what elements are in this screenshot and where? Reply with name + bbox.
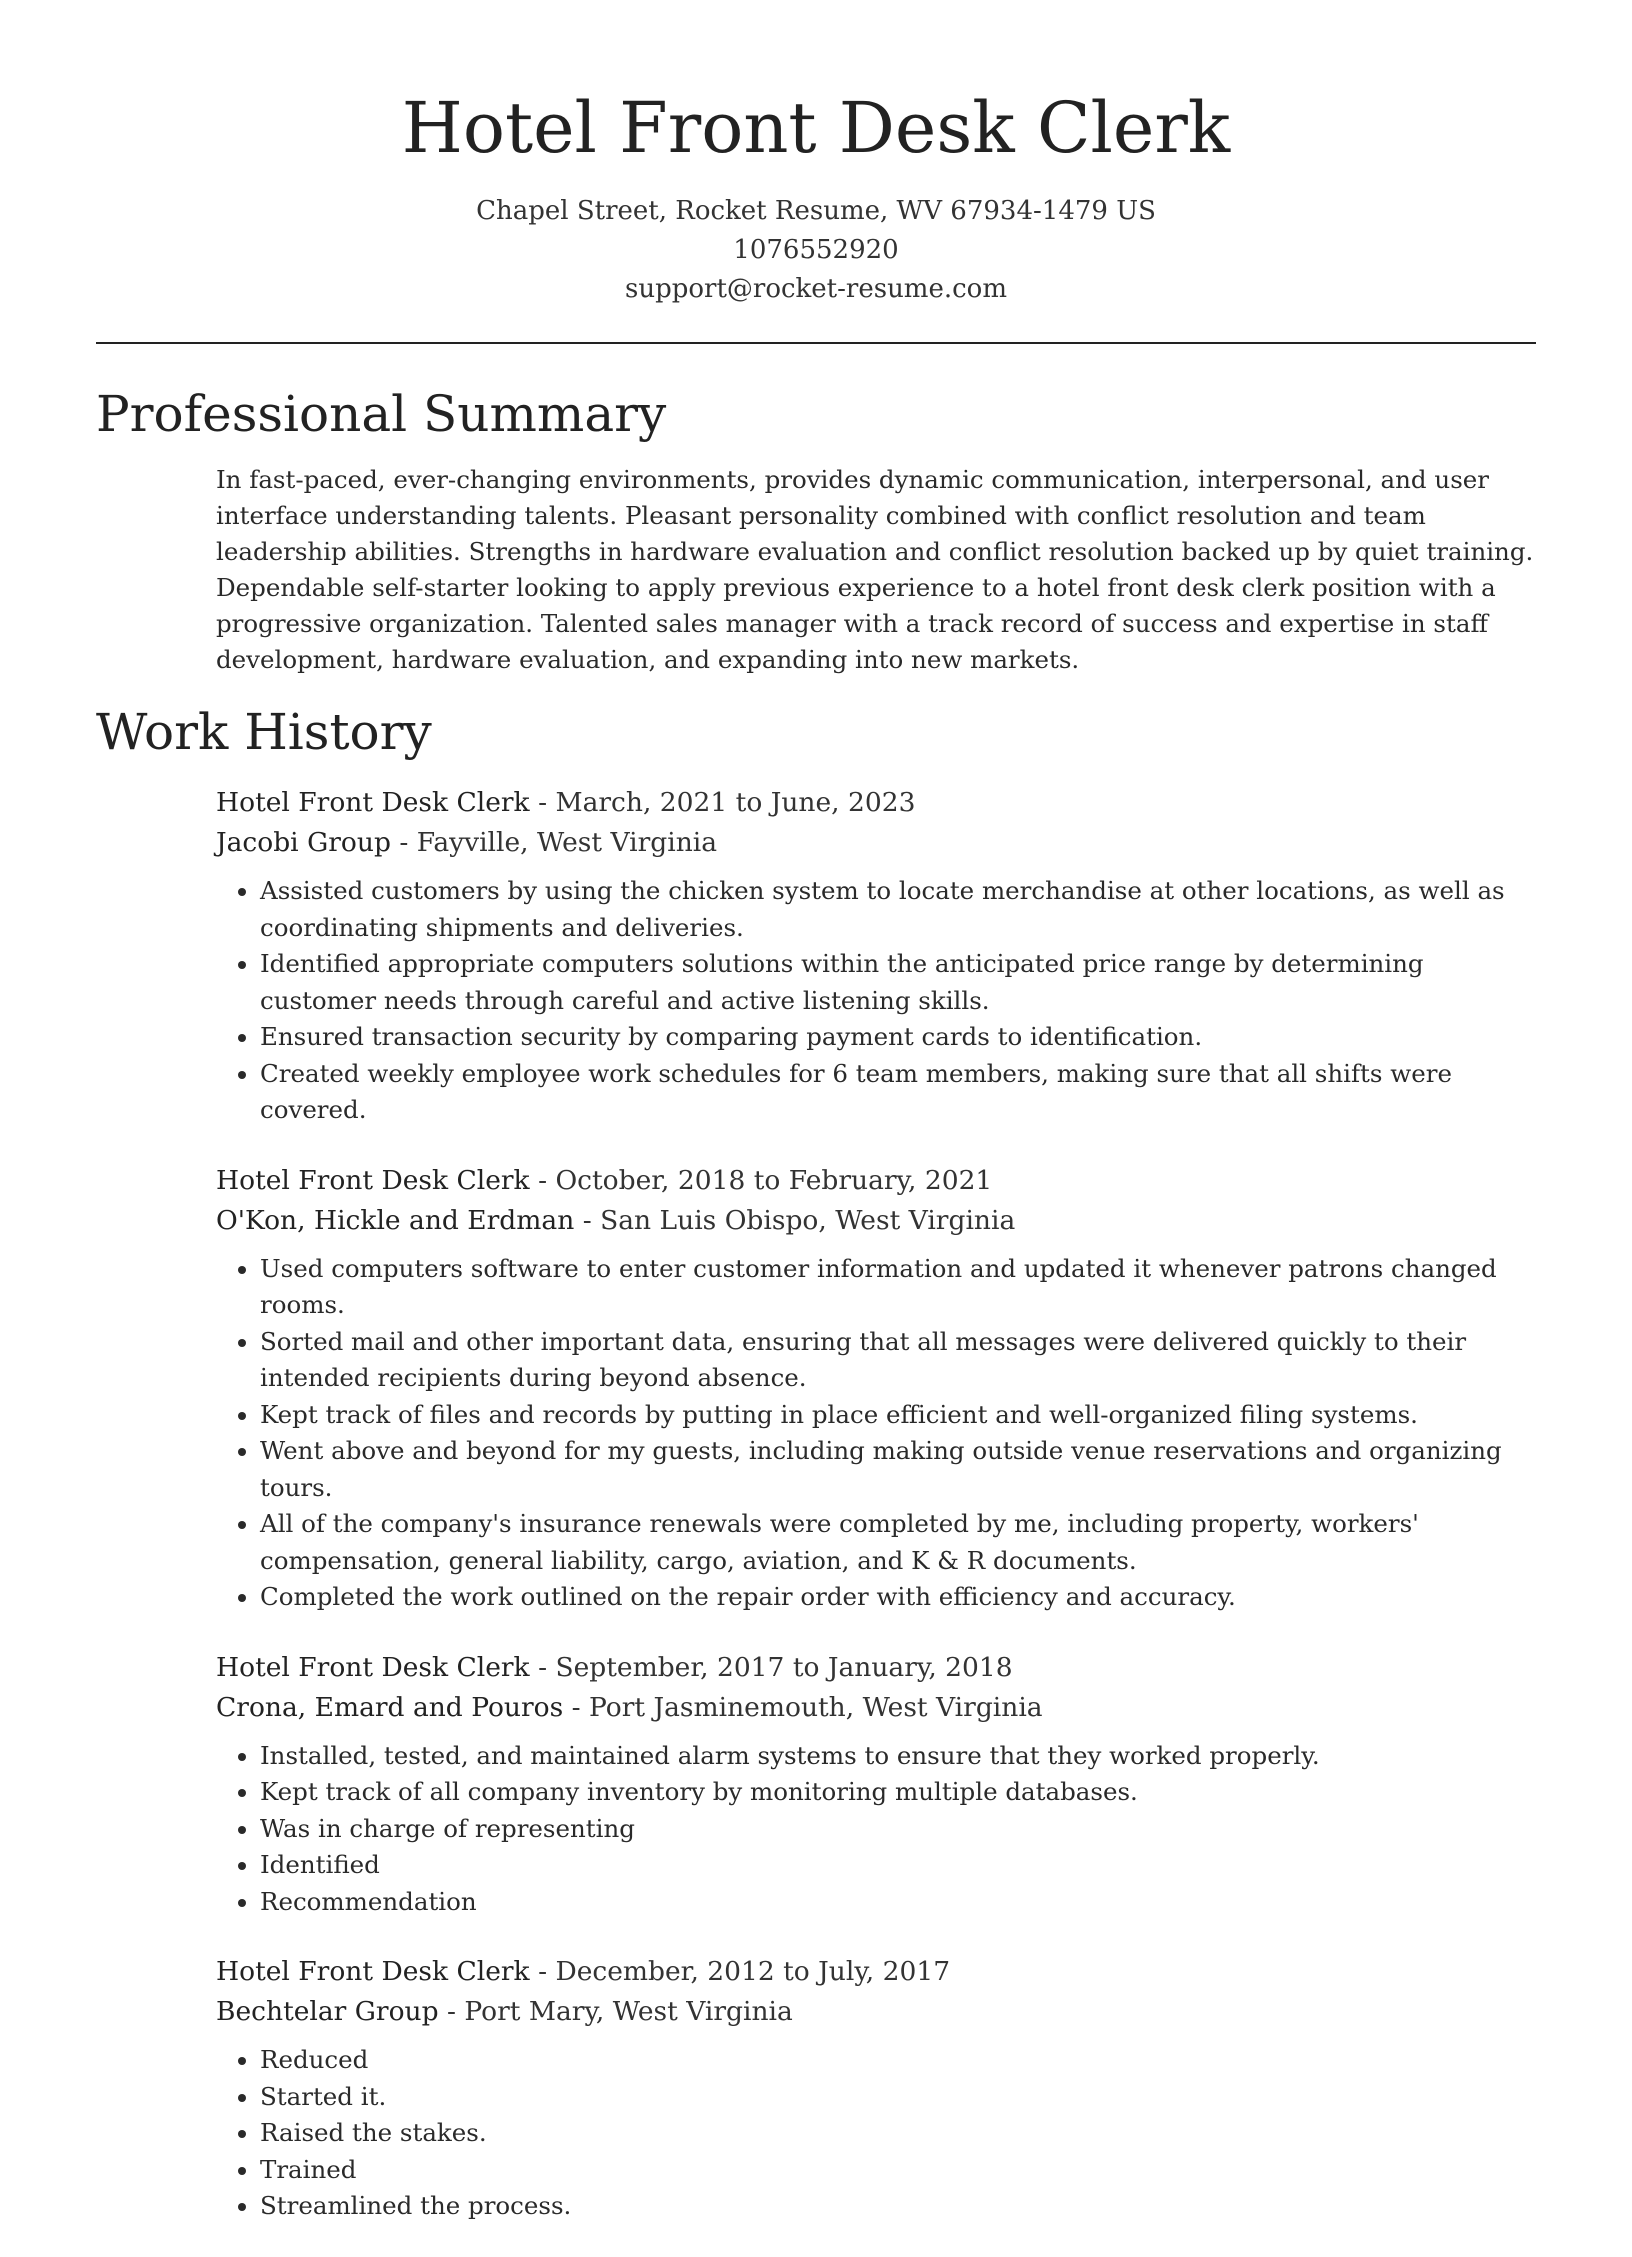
- job-bullets: [216, 1251, 1546, 1616]
- job-title-line: [216, 1161, 1546, 1201]
- contact-address: Chapel Street, Rocket Resume, WV 67934-1479 US: [476, 196, 1156, 226]
- job-dates: October, 2018 to February, 2021: [555, 1164, 993, 1196]
- job-bullet: • Reduced: [260, 2042, 1546, 2079]
- job-bullet: • Ensured transaction security by comparing payment cards to identification.: [260, 1019, 1546, 1056]
- job-location: Port Jasminemouth, West Virginia: [589, 1691, 1043, 1723]
- work-history-heading: Work History: [96, 703, 432, 761]
- job-bullet: • Identified appropriate computers solutions within the anticipated price range by determining customer needs through careful and active listening skills.: [260, 946, 1546, 1019]
- job-dates: March, 2021 to June, 2023: [555, 787, 916, 818]
- contact-info: [0, 192, 1632, 309]
- job-company: O'Kon, Hickle and Erdman: [216, 1204, 575, 1236]
- job-bullet: • Went above and beyond for my guests, including making outside venue reservations and organizing tours.: [260, 1433, 1546, 1506]
- job-bullet: • Completed the work outlined on the repair order with efficiency and accuracy.: [260, 1579, 1546, 1616]
- job-separator: -: [582, 1204, 601, 1236]
- job-entry: [216, 783, 1546, 1129]
- job-entry: [216, 1648, 1546, 1921]
- work-history-list: [216, 783, 1546, 2257]
- job-title: Hotel Front Desk Clerk: [216, 1956, 530, 1987]
- job-company-line: [216, 1688, 1546, 1728]
- job-separator: -: [538, 787, 556, 818]
- job-bullet: • Raised the stakes.: [260, 2115, 1546, 2152]
- job-bullets: [216, 1738, 1546, 1921]
- job-company-line: [216, 1992, 1546, 2032]
- header-divider: [96, 342, 1536, 344]
- job-company: Crona, Emard and Pouros: [216, 1691, 564, 1723]
- job-separator: -: [571, 1691, 590, 1723]
- job-separator: -: [538, 1164, 556, 1196]
- job-title: Hotel Front Desk Clerk: [216, 787, 530, 818]
- contact-phone: 1076552920: [733, 235, 899, 265]
- job-separator: -: [447, 1996, 465, 2027]
- job-bullet: • Started it.: [260, 2079, 1546, 2116]
- job-bullet: • Created weekly employee work schedules for 6 team members, making sure that all shifts were covered.: [260, 1056, 1546, 1129]
- job-bullet: • Kept track of all company inventory by monitoring multiple databases.: [260, 1774, 1546, 1811]
- job-company: Bechtelar Group: [216, 1996, 439, 2027]
- job-bullet: • Was in charge of representing: [260, 1811, 1546, 1848]
- job-company-line: [216, 823, 1546, 863]
- job-separator: -: [399, 827, 417, 858]
- job-location: San Luis Obispo, West Virginia: [600, 1204, 1016, 1236]
- job-entry: [216, 1161, 1546, 1616]
- job-bullet: • Streamlined the process.: [260, 2188, 1546, 2225]
- job-title-line: [216, 1648, 1546, 1688]
- job-bullets: [216, 2042, 1546, 2225]
- job-bullet: • Identified: [260, 1847, 1546, 1884]
- job-title: Hotel Front Desk Clerk: [216, 1164, 530, 1196]
- job-bullet: • Recommendation: [260, 1884, 1546, 1921]
- contact-email: support@rocket-resume.com: [624, 274, 1007, 304]
- summary-heading: Professional Summary: [96, 385, 667, 443]
- job-bullets: [216, 873, 1546, 1129]
- job-bullet: • Assisted customers by using the chicken system to locate merchandise at other locations, as well as coordinating shipments and deliveries.: [260, 873, 1546, 946]
- job-bullet: • All of the company's insurance renewals were completed by me, including property, workers' compensation, general liability, cargo, aviation, and K & R documents.: [260, 1506, 1546, 1579]
- job-location: Fayville, West Virginia: [416, 827, 718, 858]
- job-title-line: [216, 1952, 1546, 1992]
- job-dates: September, 2017 to January, 2018: [555, 1651, 1013, 1683]
- job-bullet: • Installed, tested, and maintained alarm systems to ensure that they worked properly.: [260, 1738, 1546, 1775]
- summary-text: In fast-paced, ever-changing environments, provides dynamic communication, interpersonal, and user interface understanding talents. Pleasant personality combined with conflict resolution and team leadership abilities. Strengths in hardware evaluation and conflict resolution backed up by quiet training. Dependable self-starter looking to apply previous experience to a hotel front desk clerk position with a progressive organization. Talented sales manager with a track record of success and expertise in staff development, hardware evaluation, and expanding into new markets.: [216, 465, 1534, 674]
- job-bullet: • Trained: [260, 2152, 1546, 2189]
- resume-header: [0, 0, 1632, 309]
- candidate-name: Hotel Front Desk Clerk: [401, 87, 1231, 169]
- job-bullet: • Used computers software to enter customer information and updated it whenever patrons changed rooms.: [260, 1251, 1546, 1324]
- job-bullet: • Sorted mail and other important data, ensuring that all messages were delivered quickly to their intended recipients during beyond absence.: [260, 1324, 1546, 1397]
- job-company: Jacobi Group: [216, 827, 391, 858]
- job-separator: -: [538, 1651, 556, 1683]
- job-company-line: [216, 1201, 1546, 1241]
- job-title-line: [216, 783, 1546, 823]
- job-separator: -: [538, 1956, 556, 1987]
- job-title: Hotel Front Desk Clerk: [216, 1651, 530, 1683]
- job-entry: [216, 1952, 1546, 2225]
- job-bullet: • Kept track of files and records by putting in place efficient and well-organized filing systems.: [260, 1397, 1546, 1434]
- job-location: Port Mary, West Virginia: [464, 1996, 793, 2027]
- job-dates: December, 2012 to July, 2017: [555, 1956, 951, 1987]
